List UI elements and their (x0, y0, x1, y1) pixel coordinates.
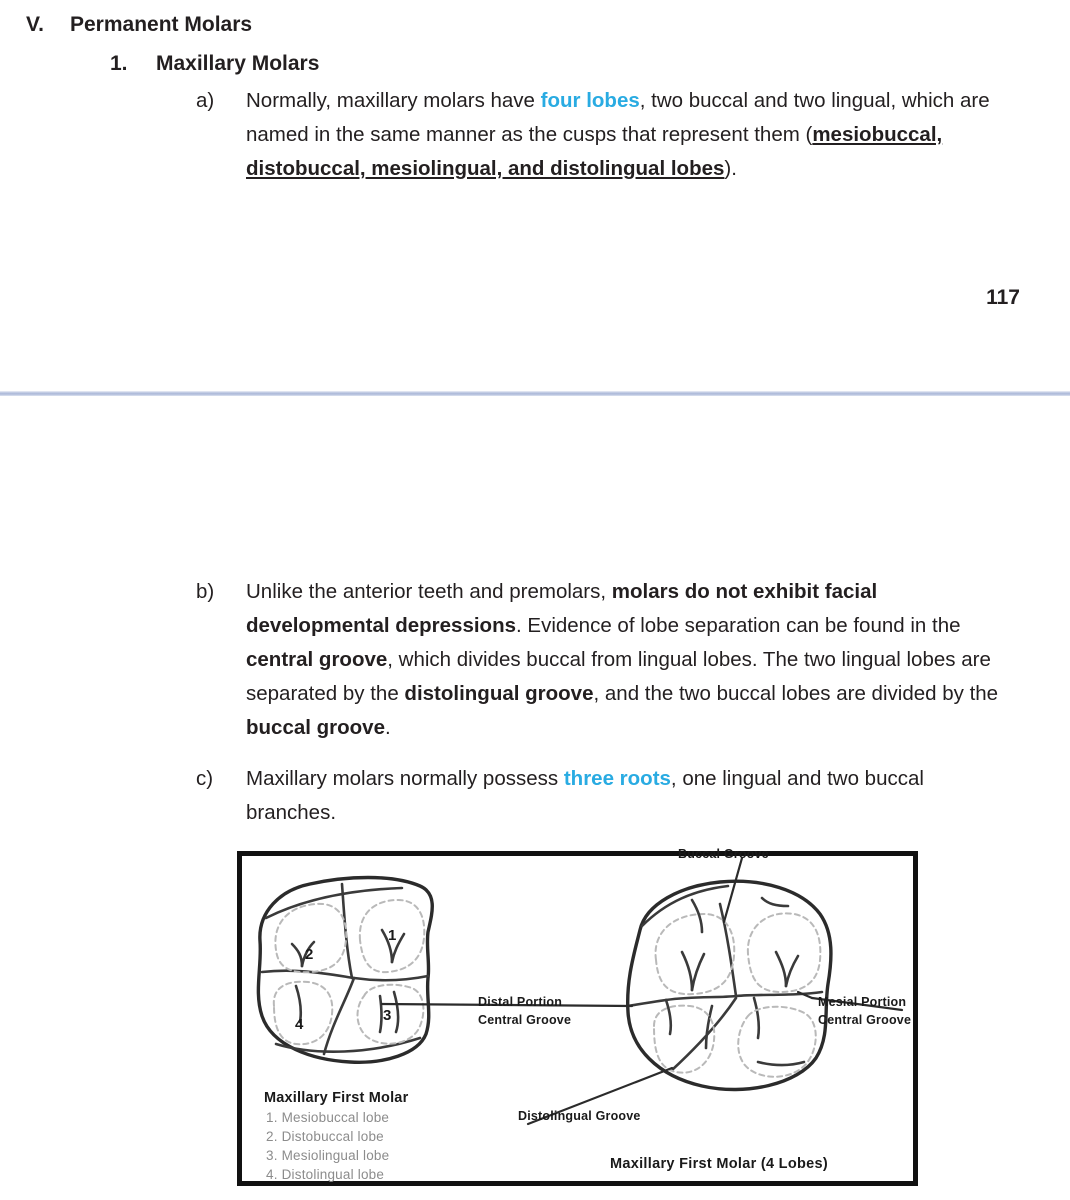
lobe-number-2: 2 (305, 946, 314, 963)
text-run-3: mesiobuccal, distobuccal, mesiolingual, and distolingual lobes (246, 123, 943, 180)
text-run-8: . (385, 716, 391, 739)
outline-marker-c: c) (196, 767, 214, 790)
outline-marker-roman: V. (26, 13, 44, 36)
right-tooth-diagram (382, 847, 911, 1172)
slide-divider (0, 391, 1070, 396)
left-legend-item-2: 2. Distobuccal lobe (266, 1129, 384, 1144)
text-run-0: Maxillary molars normally possess (246, 767, 564, 790)
outline-marker-arabic: 1. (110, 52, 128, 75)
text-run-4: ). (724, 157, 737, 180)
text-run-6: , and the two buccal lobes are divided by the (593, 682, 999, 705)
left-legend-title: Maxillary First Molar (264, 1090, 409, 1106)
page-number: 117 (986, 286, 1020, 309)
outline-item-roman (26, 10, 926, 40)
label-distal-portion-line1: Distal Portion (478, 995, 563, 1009)
outline-item-c (196, 762, 1016, 830)
outline-heading-permanent-molars: Permanent Molars (70, 13, 253, 36)
lobe-number-4: 4 (295, 1016, 304, 1033)
outline-item-b (196, 575, 1016, 745)
right-diagram-caption: Maxillary First Molar (4 Lobes) (610, 1156, 828, 1172)
text-run-0: Unlike the anterior teeth and premolars, (246, 580, 612, 603)
text-run-1: three roots (563, 767, 671, 790)
text-run-7: buccal groove (246, 716, 385, 739)
outline-marker-b: b) (196, 580, 215, 603)
label-mesial-portion-line2: Central Groove (818, 1013, 912, 1027)
text-run-1: four lobes (540, 89, 640, 112)
text-run-0: Normally, maxillary molars have (246, 89, 541, 112)
label-buccal-groove: Buccal Groove (678, 847, 769, 861)
outline-item-arabic (110, 49, 950, 79)
label-distal-portion-line2: Central Groove (478, 1013, 572, 1027)
text-run-4: , which divides buccal from lingual lobes. The two lingual lobes are separated by the (246, 648, 991, 705)
left-legend-item-1: 1. Mesiobuccal lobe (266, 1110, 390, 1125)
label-mesial-portion-line1: Mesial Portion (818, 995, 907, 1009)
lobe-number-1: 1 (388, 927, 397, 944)
left-tooth-diagram (258, 878, 432, 1183)
text-run-2: , two buccal and two lingual, which are named in the same manner as the cusps that represent them ( (246, 89, 990, 146)
outline-text-b (246, 575, 1016, 745)
lobe-number-3: 3 (383, 1007, 392, 1024)
outline-item-a (196, 84, 1016, 186)
figure-maxillary-first-molar (237, 847, 918, 1186)
text-run-3: central groove (246, 648, 388, 671)
text-run-2: . Evidence of lobe separation can be found in the (516, 614, 961, 637)
outline-text-a (246, 84, 1016, 186)
outline-text-c (246, 762, 1016, 830)
outline-heading-maxillary-molars: Maxillary Molars (156, 52, 320, 75)
left-legend-item-4: 4. Distolingual lobe (266, 1167, 385, 1182)
label-distolingual-groove: Distolingual Groove (518, 1109, 641, 1123)
left-legend-item-3: 3. Mesiolingual lobe (266, 1148, 390, 1163)
text-run-2: , one lingual and two buccal branches. (246, 767, 924, 824)
text-run-5: distolingual groove (404, 682, 594, 705)
outline-marker-a: a) (196, 89, 215, 112)
leader-buccal-groove (724, 858, 742, 922)
text-run-1: molars do not exhibit facial developmental depressions (246, 580, 878, 637)
